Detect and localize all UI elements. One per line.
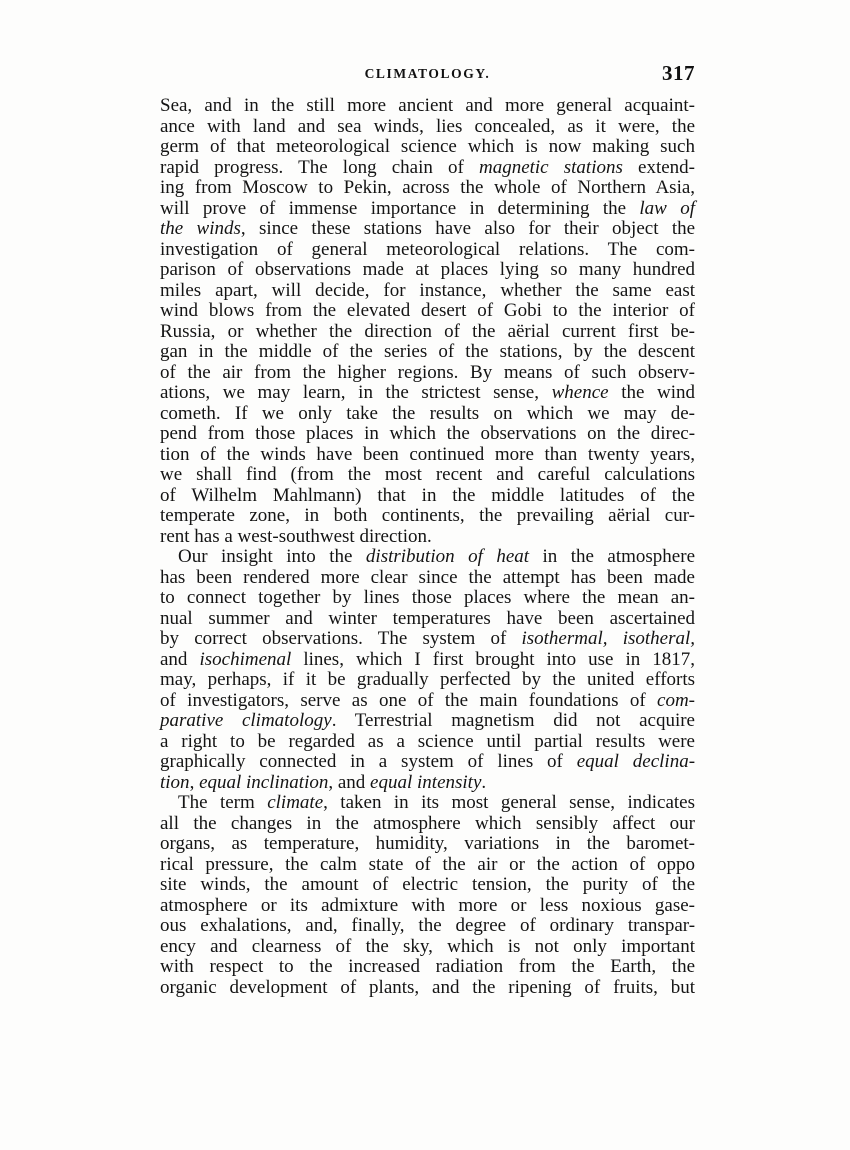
text-line: ing from Moscow to Pekin, across the whole of Northern Asia, — [160, 177, 696, 198]
text-line: tion of the winds have been continued more than twenty years, — [160, 443, 695, 465]
text-line: wind blows from the elevated desert of Gobi to the interior of — [160, 300, 696, 321]
text-line: rapid progress. The long chain of magnetic stations extend- — [160, 156, 696, 178]
text-line: parison of observations made at places lying so many hundred — [160, 259, 695, 280]
text-line: rical pressure, the calm state of the air or the action of oppo — [160, 853, 695, 875]
running-title: CLIMATOLOGY. — [364, 66, 491, 81]
text-line: will prove of immense importance in determining the law of — [160, 197, 695, 219]
text-line: with respect to the increased radiation from the Earth, the — [160, 956, 696, 977]
text-line: gan in the middle of the series of the stations, by the descent — [160, 341, 695, 362]
text-line: and isochimenal lines, which I first brought into use in 1817, — [160, 648, 696, 670]
text-line: graphically connected in a system of lines of equal declina- — [160, 751, 696, 772]
page-number: 317 — [662, 61, 695, 85]
text-line: a right to be regarded as a science until partial results were — [160, 730, 695, 752]
text-line: to connect together by lines those places where the mean an- — [160, 587, 696, 608]
text-line: the winds, since these stations have also for their object the — [160, 218, 696, 239]
text-line: investigation of general meteorological relations. The com- — [160, 238, 695, 260]
text-line: rent has a west-southwest direction. — [160, 525, 432, 547]
body-text — [160, 96, 695, 998]
text-line: cometh. If we only take the results on which we may de- — [160, 402, 695, 424]
text-line: organs, as temperature, humidity, variations in the baromet- — [160, 833, 695, 854]
text-line: by correct observations. The system of isothermal, isotheral, — [160, 628, 695, 649]
text-line: of Wilhelm Mahlmann) that in the middle latitudes of the — [160, 484, 695, 506]
text-line: all the changes in the atmosphere which sensibly affect our — [160, 812, 695, 834]
text-line: tion, equal inclination, and equal intensity. — [160, 771, 487, 793]
text-line: ency and clearness of the sky, which is not only important — [160, 935, 696, 957]
text-line: of the air from the higher regions. By means of such observ- — [160, 361, 695, 383]
text-line: site winds, the amount of electric tension, the purity of the — [160, 874, 696, 895]
text-line: ous exhalations, and, finally, the degree of ordinary transpar- — [160, 915, 696, 936]
text-line: Russia, or whether the direction of the aërial current first be- — [160, 320, 695, 342]
text-line: temperate zone, in both continents, the prevailing aërial cur- — [160, 505, 695, 526]
text-line: pend from those places in which the observations on the direc- — [160, 423, 696, 444]
running-head — [160, 61, 695, 88]
text-line: miles apart, will decide, for instance, whether the same east — [160, 279, 696, 301]
text-line: atmosphere or its admixture with more or less noxious gase- — [160, 894, 695, 916]
text-line: may, perhaps, if it be gradually perfected by the united efforts — [160, 669, 696, 690]
text-line: we shall find (from the most recent and careful calculations — [160, 464, 696, 485]
text-line: nual summer and winter temperatures have been ascertained — [160, 607, 696, 629]
text-line: has been rendered more clear since the attempt has been made — [160, 566, 695, 588]
text-line: germ of that meteorological science which is now making such — [160, 136, 695, 157]
paragraph-start-line: Our insight into the distribution of heat in the atmosphere — [178, 546, 696, 567]
text-line: parative climatology. Terrestrial magnetism did not acquire — [160, 710, 695, 731]
text-line: organic development of plants, and the ripening of fruits, but — [160, 976, 696, 998]
text-line: of investigators, serve as one of the main foundations of com- — [160, 689, 695, 711]
text-line: ations, we may learn, in the strictest sense, whence the wind — [160, 382, 696, 403]
text-line: ance with land and sea winds, lies concealed, as it were, the — [160, 115, 696, 137]
paragraph-start-line: The term climate, taken in its most general sense, indicates — [178, 792, 695, 813]
text-line: Sea, and in the still more ancient and more general acquaint- — [160, 95, 695, 116]
